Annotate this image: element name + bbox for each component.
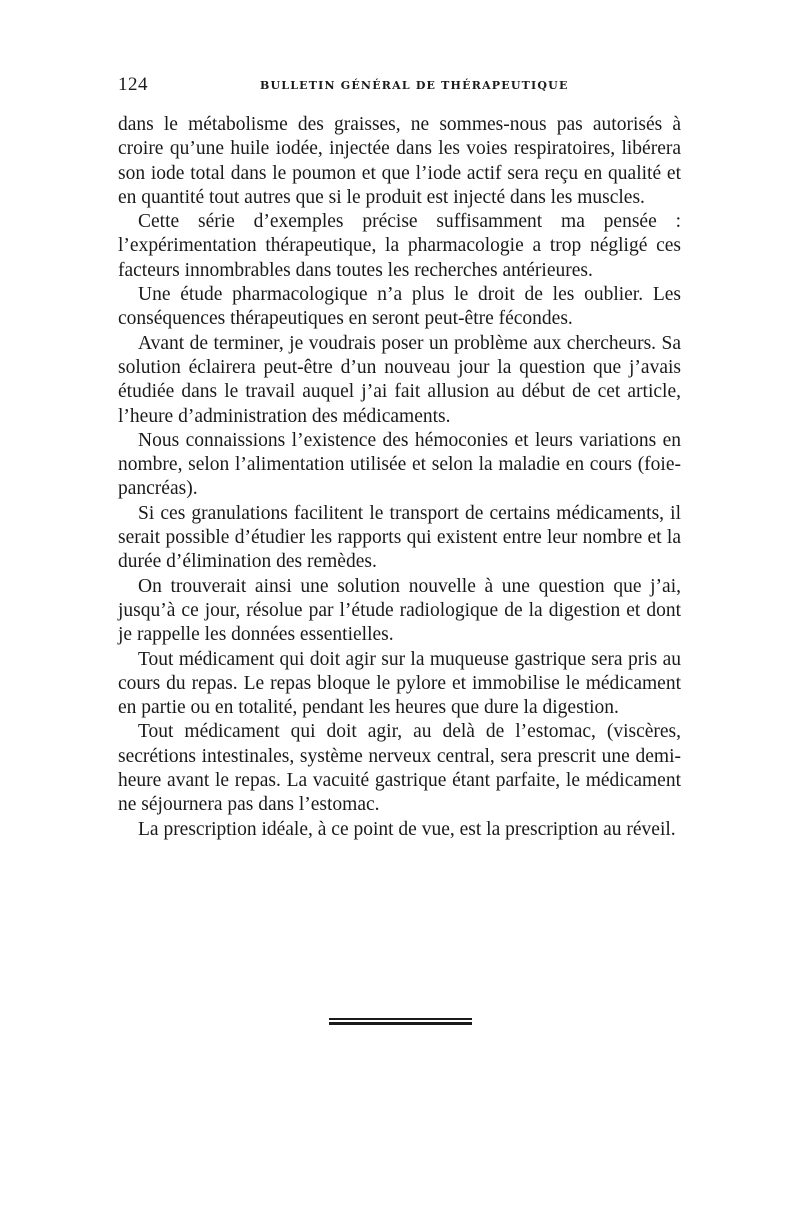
paragraph: Tout médicament qui doit agir, au delà de l’estomac, (viscères, secrétions intestinales, système nerveux central, sera prescrit une demi-heure avant le repas. La vacuité gastrique étant parfaite, le médicament ne séjournera pas dans l’estomac.: [118, 721, 681, 816]
paragraph: Une étude pharmacologique n’a plus le droit de les oublier. Les conséquences thérapeutiques en seront peut-être fécondes.: [118, 284, 681, 330]
page-header: [118, 74, 681, 98]
paragraph: Nous connaissions l’existence des hémoconies et leurs variations en nombre, selon l’alimentation utilisée et selon la maladie en cours (foie-pancréas).: [118, 429, 681, 500]
paragraph: dans le métabolisme des graisses, ne sommes-nous pas autorisés à croire qu’une huile iodée, injectée dans les voies respiratoires, libérera son iode total dans le poumon et que l’iode actif sera reçu en qualité et en quantité tout autres que si le produit est injecté dans les muscles.: [118, 114, 681, 208]
end-rule-thick: [329, 1022, 472, 1025]
page-number: 124: [118, 74, 148, 95]
paragraph: La prescription idéale, à ce point de vue, est la prescription au réveil.: [138, 818, 676, 840]
body-text: [118, 113, 681, 842]
paragraph: Cette série d’exemples précise suffisamment ma pensée : l’expérimentation thérapeutique, la pharmacologie a trop négligé ces facteurs innombrables dans toutes les recherches antérieures.: [118, 211, 681, 281]
paragraph: On trouverait ainsi une solution nouvelle à une question que j’ai, jusqu’à ce jour, résolue par l’étude radiologique de la digestion et dont je rappelle les données essentielles.: [118, 575, 681, 646]
paragraph: Avant de terminer, je voudrais poser un problème aux chercheurs. Sa solution éclairera peut-être d’un nouveau jour la question que j’avais étudiée dans le travail auquel j’ai fait allusion au début de cet article, l’heure d’administration des médicaments.: [118, 332, 681, 427]
end-rule-thin: [329, 1018, 472, 1020]
paragraph: Si ces granulations facilitent le transport de certains médicaments, il serait possible d’étudier les rapports qui existent entre leur nombre et la durée d’élimination des remèdes.: [118, 502, 681, 573]
running-title: BULLETIN GÉNÉRAL DE THÉRAPEUTIQUE: [260, 79, 569, 92]
paragraph: Tout médicament qui doit agir sur la muqueuse gastrique sera pris au cours du repas. Le repas bloque le pylore et immobilise le médicament en partie ou en totalité, pendant les heures que dure la digestion.: [118, 648, 681, 719]
